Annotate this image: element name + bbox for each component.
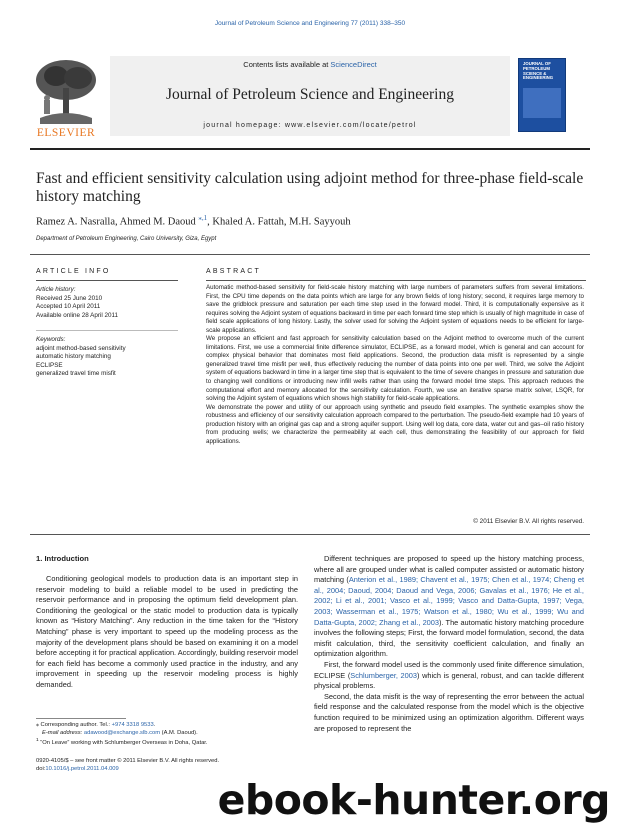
- introduction-paragraph: Conditioning geological models to production data is an important step in reservoir modeling to build a reliable model to be used in predicting the reservoir performance and in proposing the optimum field development plan. Conditioning the geological or the static model to production data is typically known as “History Matching”. Any reduction in the time taken for the “History Matching” phase is very important to speed up the modeling process as the majority of the development plans should be based on examining it on a model before accepting it for practical application. Accordingly, building reservoir model for each field has become a commonly used practice in the industry, and any improvement in speeding up the reservoir modeling process is highly demanded.: [36, 574, 298, 689]
- article-history: [36, 286, 176, 320]
- email-link[interactable]: adawood@exchange.slb.com: [83, 729, 161, 736]
- abstract-paragraph: We propose an efficient and fast approach for sensitivity calculation based on the Adjoint method to overcome much of the current limitations. First, we use a commercial finite difference simulator, ECLIPSE, as a forward model, which is general and can account for complex physical behavior that dominates most field applications. Second, the production data misfit is represented by a single generalized travel time misfit per well, thus effectively reducing the number of data points into one per well. Third, we solve the Adjoint system of equations backward in time in a larger time step that is equivalent to the time of severe changes in pressure and saturation due to changing well conditions or introducing new infill wells rather than using the forward model time steps. This approach reduces the computational effort and memory allocated for the sensitivity calculation. Fourth, we use an iterative sparse matrix solver, LSQR, for solving the Adjoint system of equations which shows high stability for field-scale applications.: [206, 335, 584, 403]
- footnote-corresponding-author: [36, 722, 298, 730]
- keyword-item: automatic history matching: [36, 353, 111, 360]
- footnote-mark: ⁎: [36, 722, 39, 728]
- history-received: Received 25 June 2010: [36, 294, 103, 302]
- footnotes: [36, 722, 298, 748]
- paragraph-text: Different techniques are proposed to speed up the history matching process, where all are grouped under what is called computer assisted or automatic history matching (: [314, 554, 584, 585]
- paragraph-text: ) which is general, robust, and can tackle different physical problems.: [314, 670, 584, 691]
- abstract-paragraph: We demonstrate the power and utility of our approach using synthetic and pseudo field examples. The synthetic examples show the robustness and efficiency of our sensitivity calculation approach compared to the perturbation. The pseudo-field example had 10 years of production history with an original gas cap and a strong aquifer support. Using well log data, core data, water cut and gas–oil ratio history from producing wells; we characterize the permeability at each cell, thus demonstrating the feasibility of our approach for field applications.: [206, 403, 584, 445]
- abstract-heading: ABSTRACT: [206, 268, 261, 275]
- doi-prefix: doi:: [36, 765, 46, 772]
- authors-rest: , Khaled A. Fattah, M.H. Sayyouh: [207, 216, 351, 228]
- front-matter-line: 0920-4105/$ – see front matter © 2011 Elsevier B.V. All rights reserved.: [36, 758, 220, 764]
- right-column-body: [314, 554, 584, 734]
- corresponding-author-mark[interactable]: ⁎,1: [198, 214, 208, 222]
- keyword-item: generalized travel time misfit: [36, 370, 116, 377]
- footnote-text: “On Leave” working with Schlumberger Overseas in Doha, Qatar.: [38, 740, 208, 747]
- email-label: E-mail address:: [42, 729, 84, 736]
- footnote-on-leave: [36, 737, 298, 748]
- doi-line: [36, 766, 298, 774]
- article-title: Fast and efficient sensitivity calculation using adjoint method for three-phase field-scale history matching: [36, 170, 584, 205]
- right-paragraph: [314, 660, 584, 692]
- journal-name: Journal of Petroleum Science and Engineering: [166, 86, 454, 103]
- abstract-paragraph: Automatic method-based sensitivity for field-scale history matching with large numbers of parameters suffers from several limitations. First, the CPU time depends on the data points which are large for any brown fields of long history; second, it requires large memory to save the gridblock pressure and saturation per each time step used in the forward model. Third, it is computationally expensive as it requires solving the Adjoint system of equations backward in time per each forward time step which is usually of high magnitude in case of field scale applications of long history. Lastly, the solver used for solving the Adjoint system of equations needs to be efficient for large-scale applications.: [206, 284, 584, 334]
- keywords-block: [36, 336, 176, 379]
- affiliation: Department of Petroleum Engineering, Cairo University, Giza, Egypt: [36, 236, 217, 242]
- author-list: [36, 214, 351, 228]
- keyword-item: adjoint method-based sensitivity: [36, 344, 126, 352]
- article-info-heading: ARTICLE INFO: [36, 268, 111, 275]
- history-accepted: Accepted 10 April 2011: [36, 303, 101, 310]
- footnote-email: [36, 730, 298, 738]
- footnote-rule: [36, 718, 126, 719]
- title-rule: [30, 254, 590, 255]
- journal-citation[interactable]: Journal of Petroleum Science and Engineering 77 (2011) 338–350: [214, 20, 406, 27]
- doi-link[interactable]: 10.1016/j.petrol.2011.04.009: [45, 765, 119, 772]
- journal-cover-thumbnail[interactable]: [518, 58, 566, 132]
- sciencedirect-link[interactable]: ScienceDirect: [330, 60, 377, 69]
- header-rule: [30, 148, 590, 150]
- abstract-body: [206, 284, 584, 446]
- watermark-text: ebook-hunter.org: [217, 776, 610, 824]
- introduction-body: [36, 574, 298, 691]
- section-heading-introduction: 1. Introduction: [36, 554, 89, 563]
- corresponding-end: .: [153, 722, 156, 728]
- front-matter: [36, 758, 298, 773]
- contents-line: [110, 60, 510, 69]
- corresponding-label: Corresponding author. Tel.:: [38, 722, 112, 728]
- keywords-label: Keywords:: [36, 336, 66, 343]
- email-suffix: (A.M. Daoud).: [160, 729, 198, 736]
- phone-link[interactable]: +974 3318 9533: [111, 722, 154, 728]
- history-online: Available online 28 April 2011: [36, 311, 119, 319]
- keyword-item: ECLIPSE: [36, 361, 63, 369]
- right-paragraph: Second, the data misfit is the way of representing the error between the actual field response and the calculated response from the model which is the objective function required to be minimized using an optimization algorithm. Different ways are proposed to represent the: [314, 691, 584, 733]
- citation-links[interactable]: Anterion et al., 1989; Chavent et al., 1975; Chen et al., 1974; Cheng et al., 2004; Daoud, 2004; Daoud and Vega, 2006; Gavalas et al., 1976; He et al., 2002; Li et al., 2001; Vasco et al., 1999; Vasco and Datta-Gupta, 1997; Vega, 2003; Wasserman et al., 1975; Watson et al., 1980; Wu et al., 1999; Wu and Datta-Gupta, 2002; Zhang et al., 2003: [314, 575, 584, 627]
- elsevier-tree-icon: [30, 58, 102, 124]
- abstract-rule: [206, 280, 586, 281]
- paragraph-text: ). The automatic history matching procedure involves the following steps; First, the forward model formulation, second, the data misfit calculation, third, the sensitivity coefficient calculation, and finally an optimization algorithm.: [314, 617, 584, 659]
- cover-art: [523, 88, 561, 118]
- history-label: Article history:: [36, 286, 76, 293]
- elsevier-logo: [30, 58, 102, 139]
- paragraph-text: First, the forward model used is the commonly used finite difference simulation, ECLIPSE (: [314, 659, 584, 680]
- contents-prefix: Contents lists available at: [243, 60, 331, 69]
- elsevier-wordmark: ELSEVIER: [36, 127, 96, 139]
- abstract-bottom-rule: [30, 534, 590, 535]
- article-info-rule: [36, 280, 178, 281]
- keywords-rule: [36, 330, 178, 331]
- citation-link-schlumberger[interactable]: Schlumberger, 2003: [350, 670, 417, 680]
- footnote-number: 1: [36, 738, 39, 744]
- cover-title: JOURNAL OF PETROLEUM SCIENCE & ENGINEERING: [523, 61, 554, 81]
- journal-homepage[interactable]: journal homepage: www.elsevier.com/locate/petrol: [203, 122, 417, 129]
- copyright-notice: © 2011 Elsevier B.V. All rights reserved.: [473, 518, 584, 525]
- right-paragraph: [314, 554, 584, 660]
- authors-first: Ramez A. Nasralla, Ahmed M. Daoud: [36, 216, 199, 228]
